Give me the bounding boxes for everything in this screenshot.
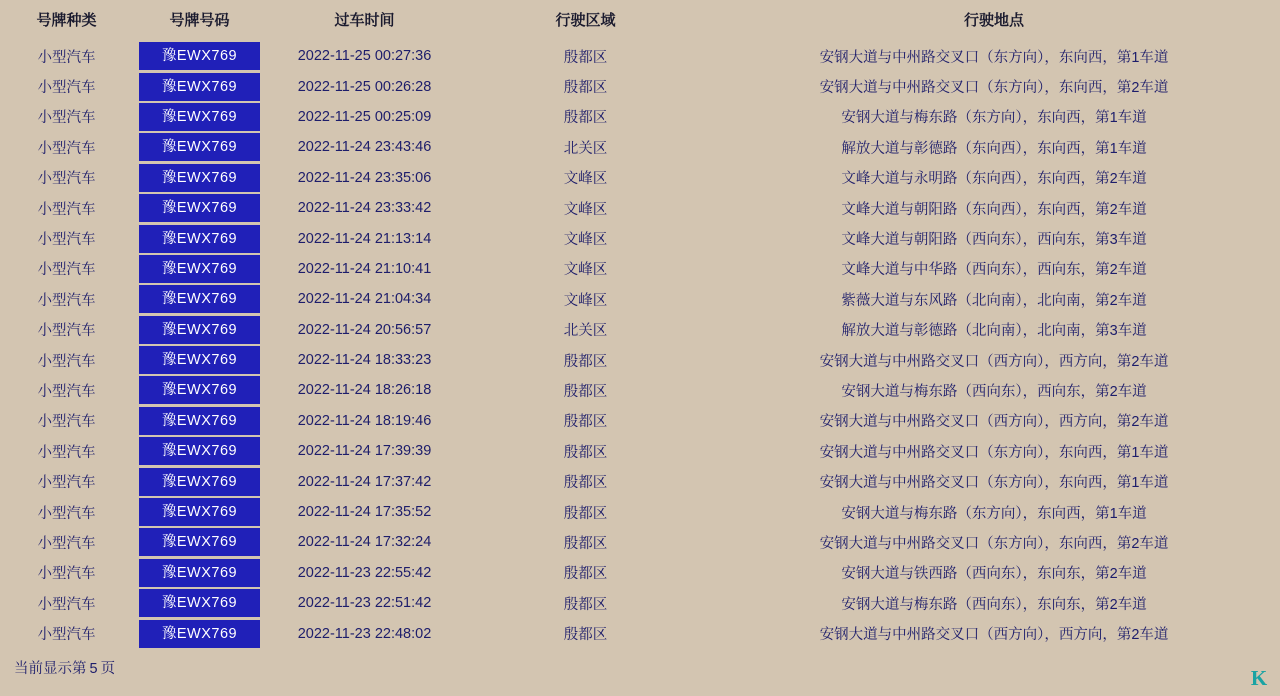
plate-badge: 豫EWX769 (139, 103, 260, 131)
plate-badge: 豫EWX769 (139, 73, 260, 101)
cell-area: 殷都区 (563, 596, 608, 613)
table-row[interactable] (0, 345, 1280, 375)
cell-location: 紫薇大道与东风路（北向南），北向南，第2车道 (841, 292, 1147, 309)
cell-location: 安钢大道与梅东路（西向东），东向东，第2车道 (841, 596, 1147, 613)
cell-plate-number (133, 254, 266, 284)
cell-plate-number (133, 588, 266, 618)
plate-badge: 豫EWX769 (139, 498, 260, 526)
plate-badge: 豫EWX769 (139, 468, 260, 496)
cell-plate-type: 小型汽车 (37, 627, 96, 644)
cell-area: 北关区 (563, 140, 608, 157)
cell-plate-type: 小型汽车 (37, 171, 96, 188)
table-row[interactable] (0, 223, 1280, 253)
cell-location: 解放大道与彰德路（东向西），东向西，第1车道 (841, 140, 1147, 157)
cell-location: 安钢大道与中州路交叉口（西方向），西方向，第2车道 (819, 353, 1169, 370)
plate-badge: 豫EWX769 (139, 589, 260, 617)
cell-plate-number (133, 315, 266, 345)
table-row[interactable] (0, 284, 1280, 314)
cell-area: 殷都区 (563, 414, 608, 431)
table-row[interactable] (0, 375, 1280, 405)
cell-plate-number (133, 375, 266, 405)
cell-area: 殷都区 (563, 80, 608, 97)
cell-location: 安钢大道与梅东路（东方向），东向西，第1车道 (841, 505, 1147, 522)
plate-badge: 豫EWX769 (139, 225, 260, 253)
plate-badge: 豫EWX769 (139, 194, 260, 222)
cell-area: 殷都区 (563, 49, 608, 66)
cell-plate-number (133, 345, 266, 375)
cell-pass-time: 2022-11-24 21:10:41 (297, 260, 432, 277)
cell-location: 文峰大道与永明路（东向西），东向西，第2车道 (841, 171, 1147, 188)
cell-area: 殷都区 (563, 505, 608, 522)
cell-pass-time: 2022-11-24 17:37:42 (297, 473, 432, 490)
cell-pass-time: 2022-11-24 18:26:18 (297, 382, 432, 399)
plate-badge: 豫EWX769 (139, 346, 260, 374)
cell-pass-time: 2022-11-23 22:48:02 (297, 625, 432, 642)
cell-location: 文峰大道与朝阳路（东向西），东向西，第2车道 (841, 201, 1147, 218)
cell-location: 安钢大道与中州路交叉口（东方向），东向西，第2车道 (819, 535, 1169, 552)
plate-badge: 豫EWX769 (139, 620, 260, 648)
cell-pass-time: 2022-11-25 00:27:36 (297, 48, 432, 65)
cell-pass-time: 2022-11-23 22:51:42 (297, 595, 432, 612)
cell-pass-time: 2022-11-24 23:43:46 (297, 139, 432, 156)
cell-location: 文峰大道与朝阳路（西向东），西向东，第3车道 (841, 232, 1147, 249)
cell-plate-type: 小型汽车 (37, 535, 96, 552)
table-row[interactable] (0, 163, 1280, 193)
cell-location: 安钢大道与中州路交叉口（西方向），西方向，第2车道 (819, 414, 1169, 431)
cell-area: 殷都区 (563, 353, 608, 370)
cell-plate-number (133, 406, 266, 436)
column-header-plate-number: 号牌号码 (169, 12, 230, 29)
cell-plate-type: 小型汽车 (37, 140, 96, 157)
table-row[interactable] (0, 588, 1280, 618)
cell-plate-number (133, 466, 266, 496)
table-row[interactable] (0, 558, 1280, 588)
table-row[interactable] (0, 527, 1280, 557)
cell-plate-type: 小型汽车 (37, 505, 96, 522)
cell-plate-type: 小型汽车 (37, 383, 96, 400)
cell-pass-time: 2022-11-24 18:19:46 (297, 412, 432, 429)
cell-plate-type: 小型汽车 (37, 444, 96, 461)
cell-location: 安钢大道与中州路交叉口（东方向），东向西，第1车道 (819, 49, 1169, 66)
cell-plate-number (133, 558, 266, 588)
column-header-area: 行驶区域 (555, 12, 616, 29)
table-row[interactable] (0, 71, 1280, 101)
cell-pass-time: 2022-11-25 00:25:09 (297, 108, 432, 125)
cell-plate-type: 小型汽车 (37, 475, 96, 492)
cell-plate-number (133, 284, 266, 314)
cell-plate-type: 小型汽车 (37, 323, 96, 340)
cell-plate-type: 小型汽车 (37, 49, 96, 66)
table-row[interactable] (0, 466, 1280, 496)
cell-location: 安钢大道与梅东路（西向东），西向东，第2车道 (841, 383, 1147, 400)
table-row[interactable] (0, 193, 1280, 223)
column-header-pass-time: 过车时间 (334, 12, 395, 29)
plate-badge: 豫EWX769 (139, 255, 260, 283)
cell-pass-time: 2022-11-24 20:56:57 (297, 321, 432, 338)
cell-plate-type: 小型汽车 (37, 292, 96, 309)
cell-location: 安钢大道与中州路交叉口（西方向），西方向，第2车道 (819, 627, 1169, 644)
cell-plate-number (133, 102, 266, 132)
cell-pass-time: 2022-11-24 18:33:23 (297, 352, 432, 369)
plate-badge: 豫EWX769 (139, 164, 260, 192)
cell-location: 文峰大道与中华路（西向东），西向东，第2车道 (841, 262, 1147, 279)
cell-area: 殷都区 (563, 383, 608, 400)
cell-location: 安钢大道与中州路交叉口（东方向），东向西，第1车道 (819, 475, 1169, 492)
cell-location: 安钢大道与中州路交叉口（东方向），东向西，第2车道 (819, 80, 1169, 97)
plate-badge: 豫EWX769 (139, 437, 260, 465)
plate-badge: 豫EWX769 (139, 42, 260, 70)
cell-area: 文峰区 (563, 292, 608, 309)
cell-area: 殷都区 (563, 535, 608, 552)
cell-plate-number (133, 132, 266, 162)
cell-plate-number (133, 71, 266, 101)
plate-badge: 豫EWX769 (139, 316, 260, 344)
plate-badge: 豫EWX769 (139, 559, 260, 587)
cell-pass-time: 2022-11-24 21:13:14 (297, 230, 432, 247)
table-row[interactable] (0, 436, 1280, 466)
cell-area: 殷都区 (563, 110, 608, 127)
cell-location: 安钢大道与中州路交叉口（东方向），东向西，第1车道 (819, 444, 1169, 461)
cell-pass-time: 2022-11-23 22:55:42 (297, 564, 432, 581)
plate-badge: 豫EWX769 (139, 133, 260, 161)
table-row[interactable] (0, 41, 1280, 71)
cell-area: 文峰区 (563, 262, 608, 279)
cell-plate-number (133, 163, 266, 193)
cell-pass-time: 2022-11-24 17:32:24 (297, 534, 432, 551)
cell-pass-time: 2022-11-24 21:04:34 (297, 291, 432, 308)
cell-plate-type: 小型汽车 (37, 566, 96, 583)
cell-plate-type: 小型汽车 (37, 80, 96, 97)
plate-badge: 豫EWX769 (139, 376, 260, 404)
cell-plate-number (133, 527, 266, 557)
table-header (0, 0, 1280, 41)
cell-plate-number (133, 436, 266, 466)
cell-plate-type: 小型汽车 (37, 353, 96, 370)
cell-plate-number (133, 223, 266, 253)
cell-pass-time: 2022-11-24 23:35:06 (297, 169, 432, 186)
cell-area: 文峰区 (563, 232, 608, 249)
column-header-plate-type: 号牌种类 (36, 12, 97, 29)
cell-area: 北关区 (563, 323, 608, 340)
table-row[interactable] (0, 315, 1280, 345)
column-header-location: 行驶地点 (963, 12, 1024, 29)
cell-pass-time: 2022-11-24 17:35:52 (297, 504, 432, 521)
cell-location: 安钢大道与梅东路（东方向），东向西，第1车道 (841, 110, 1147, 127)
pagination-prefix: 当前显示第 (14, 661, 87, 677)
cell-plate-type: 小型汽车 (37, 262, 96, 279)
cell-pass-time: 2022-11-24 17:39:39 (297, 443, 432, 460)
cell-plate-type: 小型汽车 (37, 201, 96, 218)
cell-area: 文峰区 (563, 171, 608, 188)
pagination-suffix: 页 (100, 661, 116, 677)
cell-area: 殷都区 (563, 444, 608, 461)
cell-area: 殷都区 (563, 475, 608, 492)
table-row[interactable] (0, 102, 1280, 132)
cell-plate-type: 小型汽车 (37, 110, 96, 127)
table-row[interactable] (0, 132, 1280, 162)
table-row[interactable] (0, 497, 1280, 527)
cell-pass-time: 2022-11-24 23:33:42 (297, 200, 432, 217)
table-row[interactable] (0, 618, 1280, 648)
cell-location: 安钢大道与铁西路（西向东），东向东，第2车道 (841, 566, 1147, 583)
cell-plate-number (133, 193, 266, 223)
watermark-icon: K (1250, 666, 1268, 690)
cell-pass-time: 2022-11-25 00:26:28 (297, 78, 432, 95)
plate-badge: 豫EWX769 (139, 528, 260, 556)
pagination-current-page: 5 (89, 661, 98, 677)
table-header-row (0, 0, 1280, 41)
cell-area: 殷都区 (563, 627, 608, 644)
cell-location: 解放大道与彰德路（北向南），北向南，第3车道 (841, 323, 1147, 340)
table-row[interactable] (0, 406, 1280, 436)
table-row[interactable] (0, 254, 1280, 284)
cell-plate-number (133, 497, 266, 527)
cell-plate-type: 小型汽车 (37, 414, 96, 431)
plate-badge: 豫EWX769 (139, 407, 260, 435)
cell-plate-number (133, 41, 266, 71)
table-body (0, 41, 1280, 649)
cell-area: 文峰区 (563, 201, 608, 218)
plate-badge: 豫EWX769 (139, 285, 260, 313)
cell-area: 殷都区 (563, 566, 608, 583)
pagination-status (14, 657, 115, 678)
cell-plate-number (133, 618, 266, 648)
cell-plate-type: 小型汽车 (37, 232, 96, 249)
cell-plate-type: 小型汽车 (37, 596, 96, 613)
